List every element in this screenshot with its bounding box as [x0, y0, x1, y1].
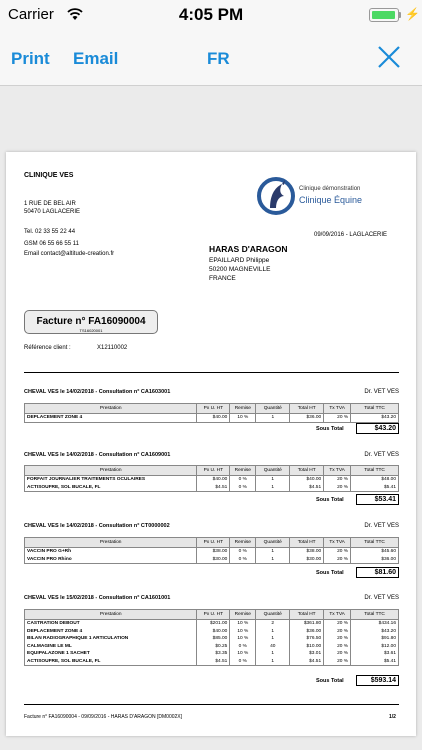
- email-button[interactable]: Email: [73, 49, 119, 68]
- cell-total-ttc: $5.41: [351, 658, 399, 666]
- subtotal-label: Sous Total: [316, 678, 344, 684]
- col-header: Remise: [230, 404, 256, 414]
- cell-prestation: CALMAGINE LE ML: [25, 643, 197, 651]
- battery-tip: [399, 12, 401, 18]
- col-header: Quantité: [256, 538, 290, 548]
- col-header: Quantité: [256, 466, 290, 476]
- subtotal-value: $53.41: [356, 494, 399, 505]
- cell-vat-rate: 20 %: [324, 620, 351, 628]
- col-header: Prestation: [25, 538, 197, 548]
- col-header: Remise: [230, 466, 256, 476]
- cell-prestation: CASTRATION DEBOUT: [25, 620, 197, 628]
- reference-label: Référence client :: [24, 345, 71, 351]
- col-header: Remise: [230, 610, 256, 620]
- logo-line2: Clinique Équine: [299, 195, 363, 205]
- footer-divider: [24, 704, 399, 705]
- col-header: Remise: [230, 538, 256, 548]
- col-header: Total HT: [290, 404, 324, 414]
- clinic-logo: [256, 174, 396, 218]
- cell-prestation: VACCIN PRO G+Rh: [25, 548, 197, 556]
- col-header: Tx TVA: [324, 538, 351, 548]
- cell-total-ht: $4.51: [290, 484, 324, 492]
- cell-total-ttc: $36.00: [351, 556, 399, 564]
- cell-vat-rate: 20 %: [324, 414, 351, 423]
- col-header: Tx TVA: [324, 466, 351, 476]
- cell-total-ttc: $43.20: [351, 628, 399, 636]
- cell-quantity: 1: [256, 414, 290, 423]
- footer-text: Facture n° FA16090004 - 09/09/2016 - HARAS D'ARAGON [DM0002X]: [24, 714, 183, 720]
- cell-discount: 10 %: [230, 414, 256, 423]
- cell-discount: 10 %: [230, 635, 256, 643]
- cell-vat-rate: 20 %: [324, 476, 351, 484]
- cell-unit-price: $3.35: [197, 650, 230, 658]
- print-button[interactable]: Print: [11, 49, 50, 68]
- invoice-document[interactable]: [6, 152, 416, 736]
- table-row: [25, 548, 399, 556]
- cell-vat-rate: 20 %: [324, 628, 351, 636]
- cell-prestation: DEPLACEMENT ZONE 4: [25, 628, 197, 636]
- cell-quantity: 1: [256, 484, 290, 492]
- col-header: Total TTC: [351, 610, 399, 620]
- close-icon: [376, 44, 402, 70]
- cell-prestation: DEPLACEMENT ZONE 4: [25, 414, 197, 423]
- cell-discount: 0 %: [230, 556, 256, 564]
- cell-vat-rate: 20 %: [324, 650, 351, 658]
- cell-total-ttc: $5.41: [351, 484, 399, 492]
- subtotal-label: Sous Total: [316, 497, 344, 503]
- col-header: Px U. HT: [197, 538, 230, 548]
- invoice-sub-reference: TS16020001: [79, 328, 103, 333]
- vet-name: Dr. VET VES: [364, 389, 399, 395]
- cell-discount: 10 %: [230, 620, 256, 628]
- table-row: [25, 556, 399, 564]
- cell-quantity: 1: [256, 556, 290, 564]
- col-header: Px U. HT: [197, 610, 230, 620]
- clinic-email: Email contact@altitude-creation.fr: [24, 251, 115, 257]
- cell-unit-price: $30.00: [197, 556, 230, 564]
- cell-quantity: 1: [256, 628, 290, 636]
- cell-vat-rate: 20 %: [324, 556, 351, 564]
- cell-unit-price: $40.00: [197, 628, 230, 636]
- clinic-address-line: 50470 LAGLACERIE: [24, 209, 81, 215]
- cell-quantity: 1: [256, 548, 290, 556]
- cell-discount: 0 %: [230, 643, 256, 651]
- battery-icon: [369, 8, 399, 22]
- clinic-address-line: 1 RUE DE BEL AIR: [24, 201, 76, 207]
- cell-quantity: 1: [256, 635, 290, 643]
- cell-vat-rate: 20 %: [324, 635, 351, 643]
- cell-discount: 10 %: [230, 650, 256, 658]
- cell-total-ttc: $43.20: [351, 414, 399, 423]
- col-header: Prestation: [25, 404, 197, 414]
- cell-quantity: 1: [256, 658, 290, 666]
- cell-quantity: 2: [256, 620, 290, 628]
- prestation-table: [24, 403, 399, 423]
- table-row: [25, 620, 399, 628]
- col-header: Total TTC: [351, 466, 399, 476]
- col-header: Total TTC: [351, 538, 399, 548]
- cell-total-ht: $3.01: [290, 650, 324, 658]
- cell-total-ht: $38.00: [290, 548, 324, 556]
- invoice-date-place: 09/09/2016 - LAGLACERIE: [314, 232, 388, 238]
- clinic-mobile: GSM 06 55 66 55 11: [24, 241, 79, 247]
- cell-prestation: EQUIPALAZONE 1 SACHET: [25, 650, 197, 658]
- cell-total-ht: $361.80: [290, 620, 324, 628]
- cell-unit-price: $4.51: [197, 484, 230, 492]
- cell-total-ht: $10.00: [290, 643, 324, 651]
- cell-prestation: ACTISOUFRE, SOL BUCALE, FL: [25, 658, 197, 666]
- page-number: 1/2: [389, 714, 396, 720]
- status-bar: [0, 0, 422, 30]
- cell-total-ht: $36.00: [290, 414, 324, 423]
- subtotal-value: $81.60: [356, 567, 399, 578]
- consultation-title: CHEVAL VES le 14/02/2018 - Consultation n° CA1609001: [24, 452, 171, 458]
- col-header: Tx TVA: [324, 610, 351, 620]
- cell-total-ht: $36.00: [290, 628, 324, 636]
- prestation-table: [24, 465, 399, 492]
- nav-bar: [0, 30, 422, 86]
- divider: [24, 372, 399, 373]
- cell-total-ttc: $3.61: [351, 650, 399, 658]
- cell-prestation: VACCIN PRO Rhino: [25, 556, 197, 564]
- cell-discount: 0 %: [230, 484, 256, 492]
- cell-unit-price: $38.00: [197, 548, 230, 556]
- table-row: [25, 635, 399, 643]
- invoice-number: Facture n° FA16090004: [36, 316, 146, 327]
- cell-unit-price: $4.51: [197, 658, 230, 666]
- cell-quantity: 40: [256, 643, 290, 651]
- client-contact: EPAILLARD Philippe: [209, 257, 270, 264]
- table-row: [25, 643, 399, 651]
- col-header: Tx TVA: [324, 404, 351, 414]
- cell-total-ht: $40.00: [290, 476, 324, 484]
- table-row: [25, 650, 399, 658]
- cell-discount: 0 %: [230, 548, 256, 556]
- col-header: Total HT: [290, 466, 324, 476]
- prestation-table: [24, 537, 399, 564]
- subtotal-value: $593.14: [356, 675, 399, 686]
- col-header: Px U. HT: [197, 404, 230, 414]
- cell-discount: 0 %: [230, 658, 256, 666]
- cell-vat-rate: 20 %: [324, 484, 351, 492]
- vet-name: Dr. VET VES: [364, 452, 399, 458]
- charging-icon: ⚡: [405, 7, 420, 21]
- col-header: Quantité: [256, 404, 290, 414]
- col-header: Quantité: [256, 610, 290, 620]
- cell-total-ttc: $48.00: [351, 476, 399, 484]
- table-row: [25, 628, 399, 636]
- consultation-title: CHEVAL VES le 15/02/2018 - Consultation n° CA1601001: [24, 595, 171, 601]
- cell-discount: 0 %: [230, 476, 256, 484]
- client-country: FRANCE: [209, 275, 236, 282]
- vet-name: Dr. VET VES: [364, 523, 399, 529]
- cell-unit-price: $40.00: [197, 414, 230, 423]
- cell-total-ttc: $45.60: [351, 548, 399, 556]
- table-row: [25, 414, 399, 423]
- cell-vat-rate: 20 %: [324, 658, 351, 666]
- col-header: Total HT: [290, 610, 324, 620]
- cell-total-ttc: $91.80: [351, 635, 399, 643]
- col-header: Prestation: [25, 610, 197, 620]
- clinic-name: CLINIQUE VES: [24, 172, 74, 179]
- vet-name: Dr. VET VES: [364, 595, 399, 601]
- cell-total-ttc: $434.16: [351, 620, 399, 628]
- cell-quantity: 1: [256, 476, 290, 484]
- client-name: HARAS D'ARAGON: [209, 244, 288, 254]
- col-header: Prestation: [25, 466, 197, 476]
- cell-quantity: 1: [256, 650, 290, 658]
- horse-logo-icon: [256, 174, 296, 218]
- table-row: [25, 476, 399, 484]
- cell-prestation: FORFAIT JOURNALIER TRAITEMENTS OCULAIRES: [25, 476, 197, 484]
- subtotal-label: Sous Total: [316, 570, 344, 576]
- cell-total-ht: $76.50: [290, 635, 324, 643]
- close-button[interactable]: [376, 44, 402, 70]
- carrier-label: Carrier: [8, 6, 54, 23]
- cell-total-ht: $30.00: [290, 556, 324, 564]
- consultation-title: CHEVAL VES le 14/02/2018 - Consultation n° CA1603001: [24, 389, 171, 395]
- cell-total-ttc: $12.00: [351, 643, 399, 651]
- subtotal-value: $43.20: [356, 423, 399, 434]
- consultation-title: CHEVAL VES le 14/02/2018 - Consultation n° CT0000002: [24, 523, 170, 529]
- clock: 4:05 PM: [178, 5, 244, 24]
- cell-discount: 10 %: [230, 628, 256, 636]
- client-city: 50200 MAGNEVILLE: [209, 266, 271, 273]
- cell-prestation: BILAN RADIOGRAPHIQUE 1 ARTICULATION: [25, 635, 197, 643]
- prestation-table: [24, 609, 399, 666]
- cell-unit-price: $85.00: [197, 635, 230, 643]
- cell-prestation: ACTISOUFRE, SOL BUCALE, FL: [25, 484, 197, 492]
- cell-unit-price: $0.25: [197, 643, 230, 651]
- subtotal-label: Sous Total: [316, 426, 344, 432]
- table-row: [25, 484, 399, 492]
- invoice-number-box: [24, 310, 158, 334]
- col-header: Px U. HT: [197, 466, 230, 476]
- cell-total-ht: $4.51: [290, 658, 324, 666]
- cell-vat-rate: 20 %: [324, 643, 351, 651]
- cell-unit-price: $201.00: [197, 620, 230, 628]
- cell-unit-price: $40.00: [197, 476, 230, 484]
- col-header: Total HT: [290, 538, 324, 548]
- language-button[interactable]: FR: [207, 49, 230, 68]
- cell-vat-rate: 20 %: [324, 548, 351, 556]
- toolbar-spacer: [0, 86, 422, 152]
- clinic-phone: Tel. 02 33 55 22 44: [24, 229, 76, 235]
- reference-value: X12110002: [97, 345, 128, 351]
- col-header: Total TTC: [351, 404, 399, 414]
- logo-line1: Clinique démonstration: [299, 186, 361, 192]
- table-row: [25, 658, 399, 666]
